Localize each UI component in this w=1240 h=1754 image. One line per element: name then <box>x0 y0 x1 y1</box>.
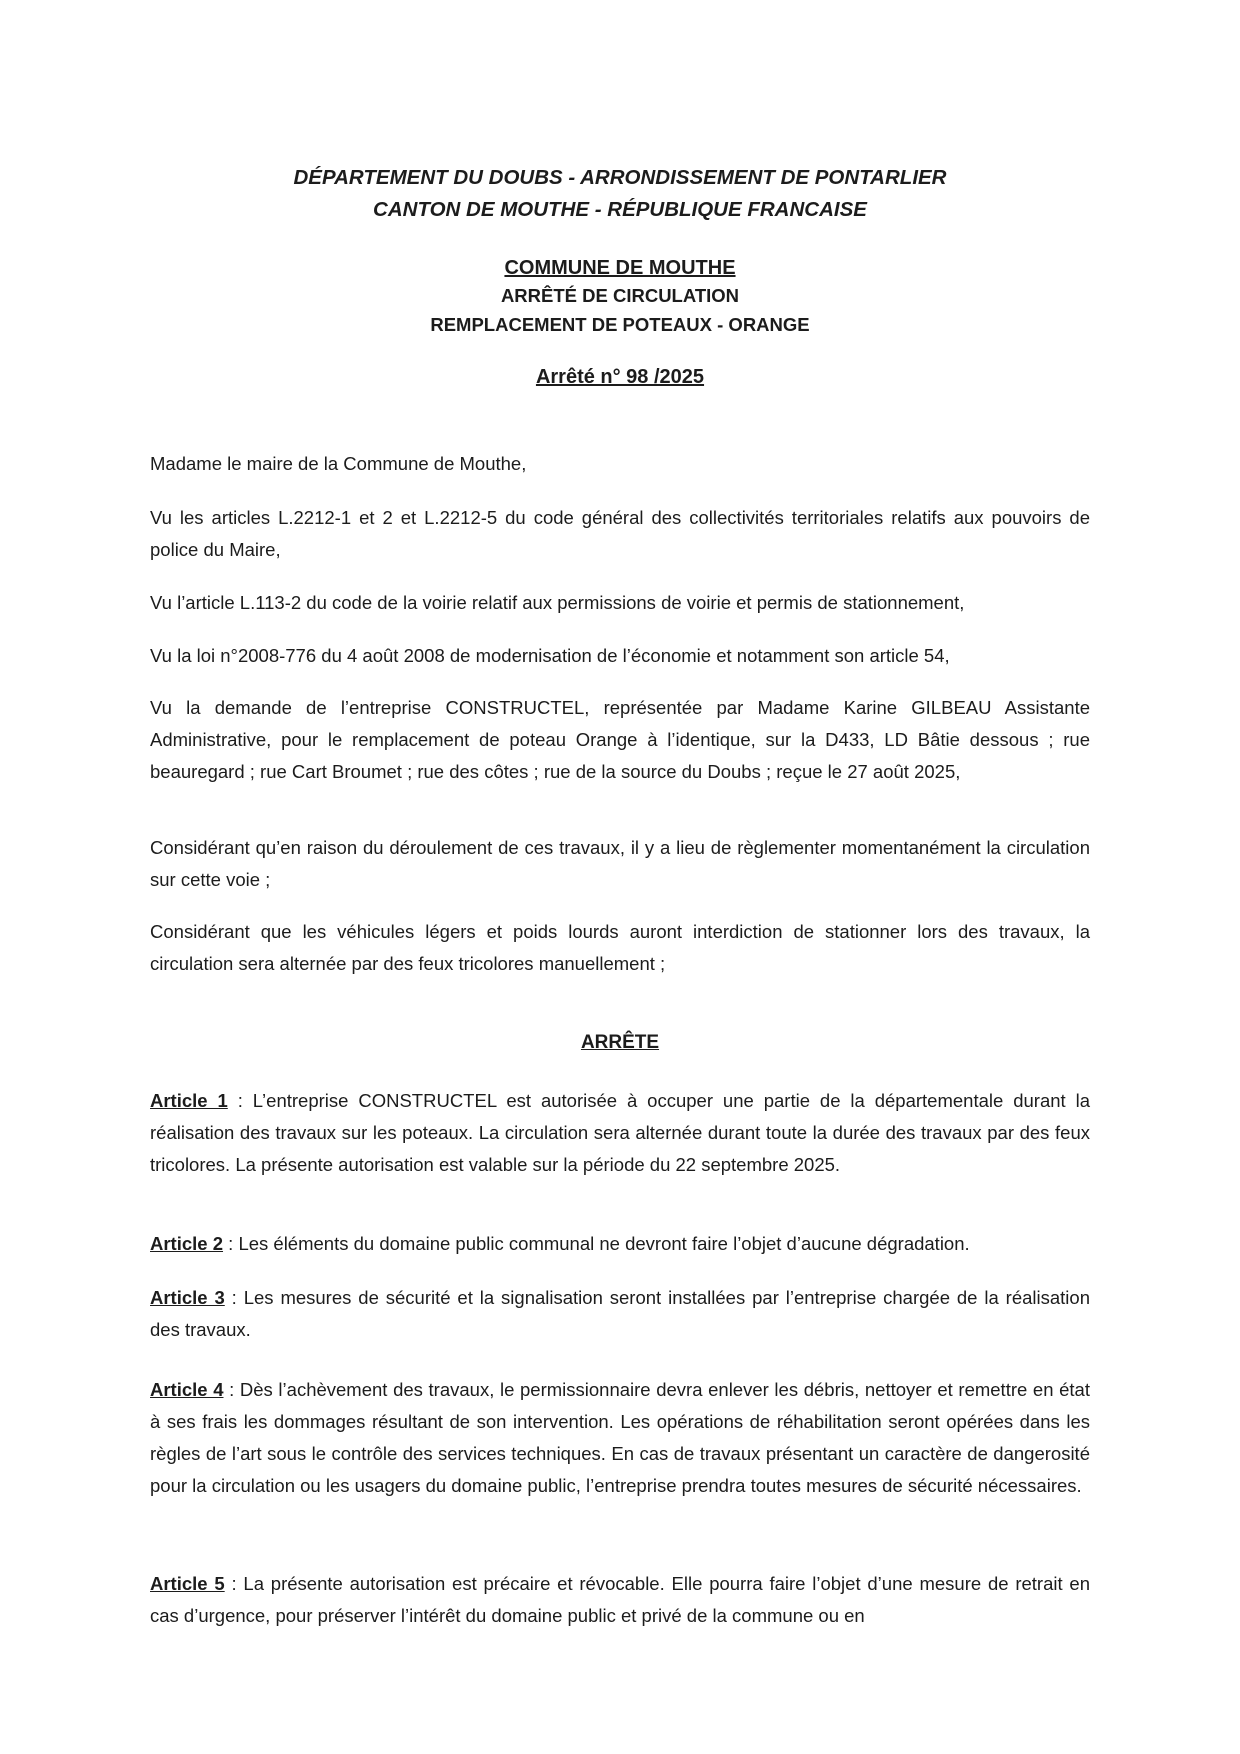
preamble-paragraph <box>150 692 1090 788</box>
preamble-paragraph <box>150 832 1090 896</box>
article-label: Article 1 <box>150 1090 228 1111</box>
commune-title: COMMUNE DE MOUTHE <box>504 257 736 279</box>
commune-block <box>0 255 1240 339</box>
preamble-paragraph <box>150 502 1090 566</box>
document-header <box>0 162 1240 226</box>
article-paragraph <box>150 1228 1090 1260</box>
article-paragraph <box>150 1282 1090 1346</box>
paragraph-text: Vu la demande de l’entreprise CONSTRUCTEL, représentée par Madame Karine GILBEAU Assistante Administrative, pour le remplacement de poteau Orange à l’identique, sur la D433, LD Bâtie dessous ; rue beauregard ; rue Cart Broumet ; rue des côtes ; rue de la source du Doubs ; reçue le 27 août 2025, <box>150 697 1090 782</box>
paragraph-text: Madame le maire de la Commune de Mouthe, <box>150 453 527 474</box>
article-paragraph <box>150 1568 1090 1632</box>
preamble-paragraph <box>150 640 1090 672</box>
article-text: L’entreprise CONSTRUCTEL est autorisée à occuper une partie de la départementale durant la réalisation des travaux sur les poteaux. La circulation sera alternée durant toute la durée des travaux par des feux tricolores. La présente autorisation est valable sur la période du 22 septembre 2025. <box>150 1090 1090 1175</box>
article-separator: : <box>227 1090 253 1111</box>
article-separator: : <box>224 1287 244 1308</box>
article-separator: : <box>223 1233 239 1254</box>
article-separator: : <box>223 1379 240 1400</box>
paragraph-text: Considérant qu’en raison du déroulement de ces travaux, il y a lieu de règlementer momentanément la circulation sur cette voie ; <box>150 837 1090 890</box>
article-paragraph <box>150 1085 1090 1181</box>
article-text: Les éléments du domaine public communal ne devront faire l’objet d’aucune dégradation. <box>238 1233 970 1254</box>
article-label: Article 2 <box>150 1233 224 1254</box>
article-label: Article 4 <box>150 1379 224 1400</box>
article-label: Article 3 <box>150 1287 225 1308</box>
arrete-number: Arrêté n° 98 /2025 <box>535 366 705 388</box>
paragraph-text: Vu l’article L.113-2 du code de la voirie relatif aux permissions de voirie et permis de stationnement, <box>150 592 965 613</box>
arrete-subject: REMPLACEMENT DE POTEAUX - ORANGE <box>430 314 810 335</box>
article-text: La présente autorisation est précaire et révocable. Elle pourra faire l’objet d’une mesure de retrait en cas d’urgence, pour préserver l’intérêt du domaine public et privé de la commune ou en <box>150 1573 1090 1626</box>
arrete-heading: ARRÊTE <box>580 1032 660 1053</box>
arrete-type: ARRÊTÉ DE CIRCULATION <box>500 285 740 306</box>
paragraph-text: Considérant que les véhicules légers et poids lourds auront interdiction de stationner lors des travaux, la circulation sera alternée par des feux tricolores manuellement ; <box>150 921 1090 974</box>
paragraph-text: Vu la loi n°2008-776 du 4 août 2008 de modernisation de l’économie et notamment son article 54, <box>150 645 950 666</box>
canton-line: CANTON DE MOUTHE - RÉPUBLIQUE FRANCAISE <box>373 198 867 221</box>
article-separator: : <box>224 1573 244 1594</box>
article-text: Dès l’achèvement des travaux, le permissionnaire devra enlever les débris, nettoyer et remettre en état à ses frais les dommages résultant de son intervention. Les opérations de réhabilitation seront opérées dans les règles de l’art sous le contrôle des services techniques. En cas de travaux présentant un caractère de dangerosité pour la circulation ou les usagers du domaine public, l’entreprise prendra toutes mesures de sécurité nécessaires. <box>150 1379 1090 1496</box>
paragraph-text: Vu les articles L.2212-1 et 2 et L.2212-5 du code général des collectivités territoriales relatifs aux pouvoirs de police du Maire, <box>150 507 1090 560</box>
article-label: Article 5 <box>150 1573 225 1594</box>
preamble-paragraph <box>150 448 1090 480</box>
preamble-paragraph <box>150 587 1090 619</box>
article-text: Les mesures de sécurité et la signalisation seront installées par l’entreprise chargée de la réalisation des travaux. <box>150 1287 1090 1340</box>
preamble-paragraph <box>150 916 1090 980</box>
department-line: DÉPARTEMENT DU DOUBS - ARRONDISSEMENT DE PONTARLIER <box>293 166 947 189</box>
article-paragraph <box>150 1374 1090 1502</box>
